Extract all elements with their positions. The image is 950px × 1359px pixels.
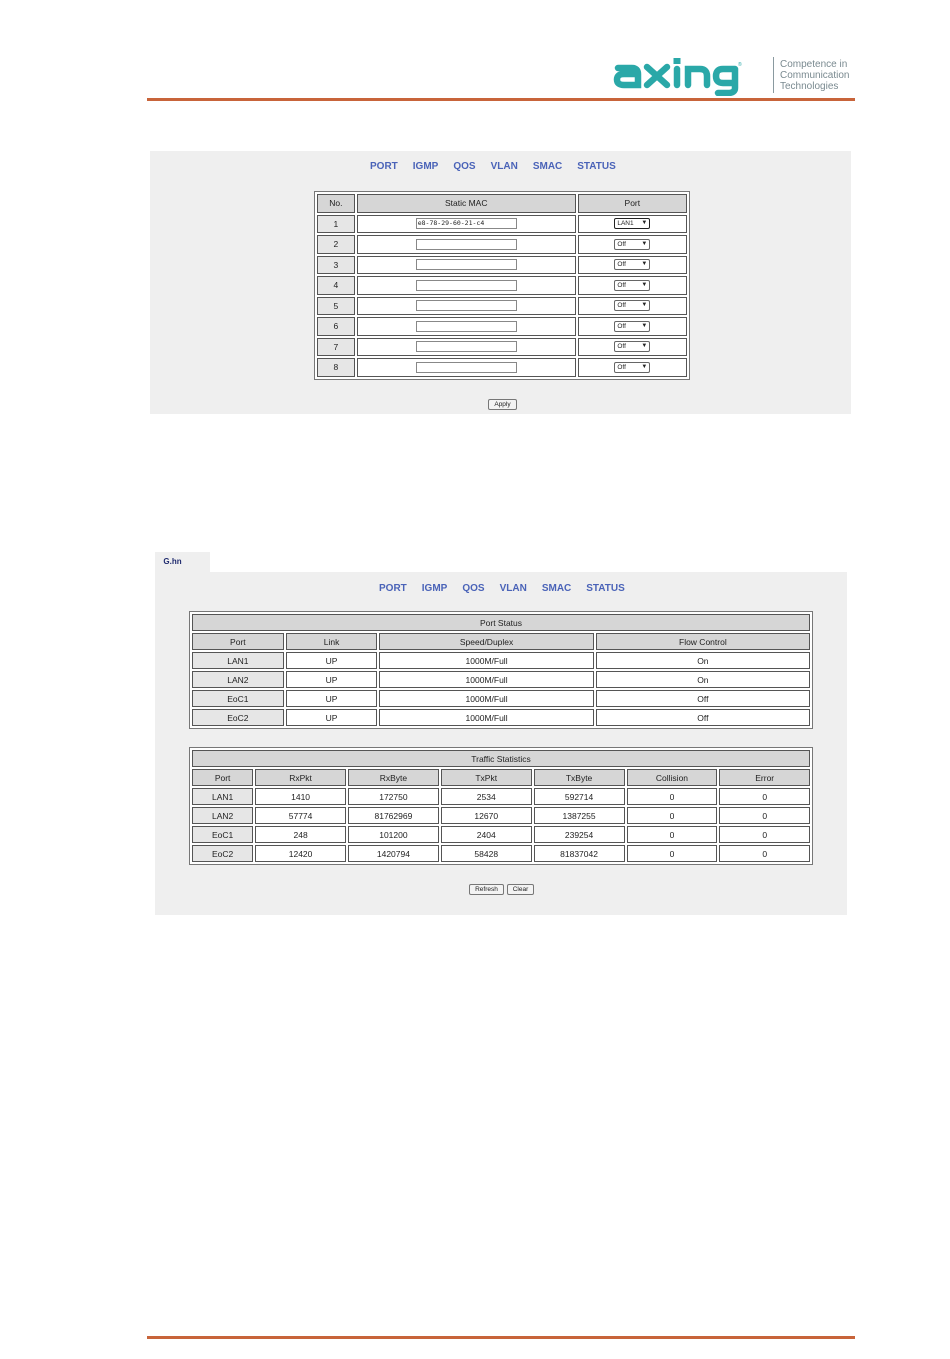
port-status-table	[189, 611, 813, 729]
table-row	[317, 215, 687, 234]
table-cell: 101200	[348, 826, 439, 843]
static-mac-input[interactable]	[416, 321, 517, 332]
table-cell: 1387255	[534, 807, 625, 824]
port-name-cell: EoC2	[192, 845, 253, 862]
column-header-port: Port	[578, 194, 687, 213]
nav-smac[interactable]: SMAC	[541, 583, 572, 594]
column-header: Link	[286, 633, 378, 650]
table-row	[317, 235, 687, 254]
port-name-cell: EoC1	[192, 826, 253, 843]
table-cell: 12670	[441, 807, 532, 824]
port-select[interactable]	[614, 300, 650, 311]
traffic-statistics-table	[189, 747, 813, 865]
chevron-down-icon: ▼	[641, 220, 648, 227]
port-cell	[578, 235, 687, 254]
row-number: 1	[317, 215, 355, 234]
tab-ghn-label: G.hn	[163, 557, 182, 566]
port-select-value: Off	[617, 322, 626, 330]
port-select[interactable]	[614, 362, 650, 373]
chevron-down-icon: ▼	[641, 261, 648, 268]
table-cell: UP	[286, 652, 378, 669]
port-name-cell: LAN1	[192, 652, 284, 669]
table-row	[317, 297, 687, 316]
table-cell: On	[596, 652, 810, 669]
port-name-cell: LAN2	[192, 671, 284, 688]
table-cell: 0	[627, 845, 718, 862]
refresh-button[interactable]: Refresh	[469, 884, 504, 895]
table-cell: 0	[719, 788, 810, 805]
port-cell	[578, 276, 687, 295]
table-cell: 12420	[255, 845, 346, 862]
clear-button[interactable]: Clear	[507, 884, 534, 895]
nav-igmp[interactable]: IGMP	[421, 583, 448, 594]
chevron-down-icon: ▼	[641, 302, 648, 309]
port-name-cell: EoC2	[192, 709, 284, 726]
table-cell: 0	[719, 826, 810, 843]
chevron-down-icon: ▼	[641, 322, 648, 329]
table-cell: 172750	[348, 788, 439, 805]
table-cell: 0	[719, 807, 810, 824]
tagline-divider	[773, 57, 774, 93]
table-cell: 1000M/Full	[379, 671, 593, 688]
port-name-cell: LAN2	[192, 807, 253, 824]
port-select-value: Off	[617, 302, 626, 310]
table-cell: 239254	[534, 826, 625, 843]
static-mac-input[interactable]	[416, 239, 517, 250]
port-select[interactable]	[614, 321, 650, 332]
table-row	[317, 256, 687, 275]
port-cell	[578, 215, 687, 234]
mac-cell	[357, 338, 576, 357]
table-cell: 1000M/Full	[379, 709, 593, 726]
column-header-no: No.	[317, 194, 355, 213]
table-cell: On	[596, 671, 810, 688]
row-number: 8	[317, 358, 355, 377]
table-row	[317, 276, 687, 295]
static-mac-table	[314, 191, 690, 380]
smac-nav	[370, 161, 631, 172]
axing-logo	[612, 56, 772, 96]
row-number: 5	[317, 297, 355, 316]
column-header: RxPkt	[255, 769, 346, 786]
table-cell: 0	[627, 826, 718, 843]
port-select[interactable]	[614, 280, 650, 291]
chevron-down-icon: ▼	[641, 281, 648, 288]
table-cell: 2404	[441, 826, 532, 843]
table-row	[192, 690, 810, 707]
column-header: Port	[192, 633, 284, 650]
port-select-value: Off	[617, 281, 626, 289]
table-cell: UP	[286, 671, 378, 688]
port-select-value: Off	[617, 363, 626, 371]
tagline-line-2: Communication	[780, 70, 850, 81]
mac-cell	[357, 358, 576, 377]
table-cell: 57774	[255, 807, 346, 824]
table-row	[192, 709, 810, 726]
nav-vlan[interactable]: VLAN	[499, 583, 527, 594]
table-row	[192, 826, 810, 843]
port-cell	[578, 358, 687, 377]
tab-ghn[interactable]	[155, 552, 210, 572]
column-header-static-mac: Static MAC	[357, 194, 576, 213]
static-mac-input[interactable]	[416, 362, 517, 373]
table-cell: 1420794	[348, 845, 439, 862]
port-name-cell: LAN1	[192, 788, 253, 805]
port-select[interactable]	[614, 239, 650, 250]
footer-rule	[147, 1336, 855, 1339]
port-cell	[578, 338, 687, 357]
mac-cell	[357, 297, 576, 316]
column-header: Port	[192, 769, 253, 786]
table-cell: 2534	[441, 788, 532, 805]
nav-status[interactable]: STATUS	[577, 161, 616, 172]
table-row	[317, 317, 687, 336]
mac-cell	[357, 276, 576, 295]
chevron-down-icon: ▼	[641, 240, 648, 247]
table-cell: 81837042	[534, 845, 625, 862]
nav-vlan[interactable]: VLAN	[490, 161, 518, 172]
table-row	[317, 358, 687, 377]
table-cell: Off	[596, 709, 810, 726]
table-row	[192, 845, 810, 862]
column-header: Error	[719, 769, 810, 786]
static-mac-input[interactable]	[416, 300, 517, 311]
table-cell: UP	[286, 709, 378, 726]
nav-igmp[interactable]: IGMP	[412, 161, 439, 172]
port-select[interactable]	[614, 341, 650, 352]
port-cell	[578, 297, 687, 316]
nav-qos[interactable]: QOS	[453, 161, 476, 172]
port-select[interactable]	[614, 218, 650, 229]
static-mac-input[interactable]	[416, 341, 517, 352]
column-header: Flow Control	[596, 633, 810, 650]
nav-qos[interactable]: QOS	[462, 583, 485, 594]
table-row	[192, 671, 810, 688]
row-number: 6	[317, 317, 355, 336]
port-cell	[578, 256, 687, 275]
header-rule	[147, 98, 855, 101]
table-row	[192, 652, 810, 669]
port-name-cell: EoC1	[192, 690, 284, 707]
tagline-line-1: Competence in	[780, 59, 848, 70]
table-cell: 0	[719, 845, 810, 862]
nav-status[interactable]: STATUS	[586, 583, 625, 594]
static-mac-input[interactable]: e8-78-29-60-21-c4	[416, 218, 517, 229]
static-mac-input[interactable]	[416, 259, 517, 270]
table-cell: 592714	[534, 788, 625, 805]
tagline-line-3: Technologies	[780, 81, 839, 92]
column-header: Speed/Duplex	[379, 633, 593, 650]
table-cell: Off	[596, 690, 810, 707]
mac-cell	[357, 215, 576, 234]
chevron-down-icon: ▼	[641, 363, 648, 370]
column-header: TxPkt	[441, 769, 532, 786]
static-mac-input[interactable]	[416, 280, 517, 291]
table-cell: 58428	[441, 845, 532, 862]
table-cell: 1000M/Full	[379, 690, 593, 707]
column-header: RxByte	[348, 769, 439, 786]
row-number: 2	[317, 235, 355, 254]
mac-cell	[357, 235, 576, 254]
row-number: 4	[317, 276, 355, 295]
port-select[interactable]	[614, 259, 650, 270]
table-cell: 1410	[255, 788, 346, 805]
table-cell: 81762969	[348, 807, 439, 824]
table-row	[192, 788, 810, 805]
apply-button[interactable]: Apply	[488, 399, 517, 410]
row-number: 3	[317, 256, 355, 275]
port-cell	[578, 317, 687, 336]
mac-cell	[357, 256, 576, 275]
table-cell: 0	[627, 788, 718, 805]
row-number: 7	[317, 338, 355, 357]
table-row	[317, 338, 687, 357]
port-select-value: LAN1	[617, 220, 634, 228]
table-cell: 248	[255, 826, 346, 843]
mac-cell	[357, 317, 576, 336]
table-cell: UP	[286, 690, 378, 707]
table-cell: 0	[627, 807, 718, 824]
column-header: TxByte	[534, 769, 625, 786]
chevron-down-icon: ▼	[641, 343, 648, 350]
traffic-statistics-title: Traffic Statistics	[192, 750, 810, 767]
table-cell: 1000M/Full	[379, 652, 593, 669]
tagline	[780, 59, 849, 92]
nav-port[interactable]: PORT	[370, 161, 398, 172]
status-nav	[379, 583, 640, 594]
port-select-value: Off	[617, 240, 626, 248]
column-header: Collision	[627, 769, 718, 786]
port-status-title: Port Status	[192, 614, 810, 631]
table-row	[192, 807, 810, 824]
port-select-value: Off	[617, 343, 626, 351]
nav-port[interactable]: PORT	[379, 583, 407, 594]
nav-smac[interactable]: SMAC	[532, 161, 563, 172]
svg-text:®: ®	[738, 62, 742, 68]
port-select-value: Off	[617, 261, 626, 269]
